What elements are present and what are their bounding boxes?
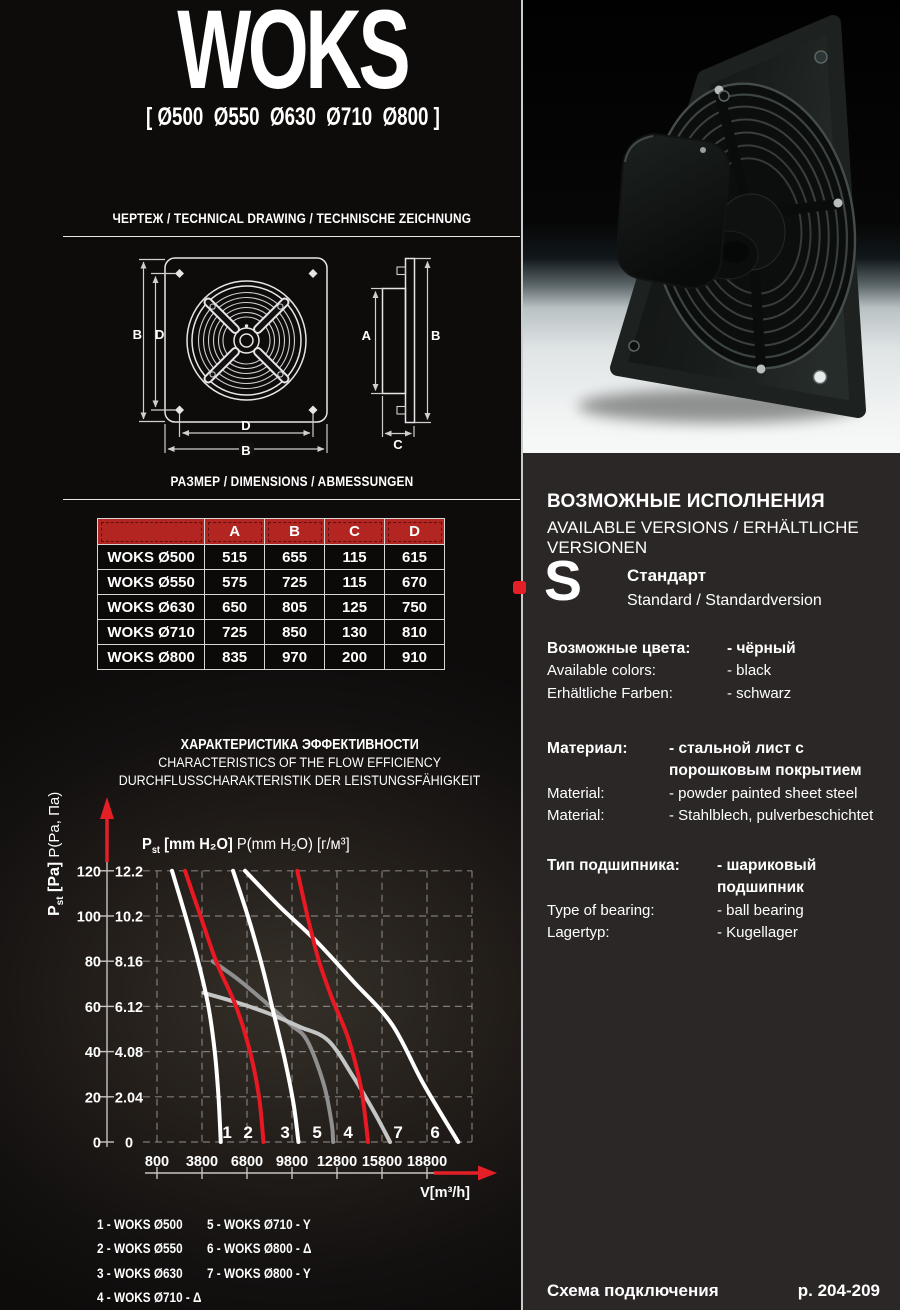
dimensions-section-heading (63, 473, 520, 500)
legend-item: 7 - WOKS Ø800 - Y (207, 1264, 311, 1281)
bolt-hole-icon (175, 269, 184, 278)
table-row (98, 645, 445, 670)
model-cell: WOKS Ø630 (98, 595, 205, 620)
value-cell: 725 (205, 620, 265, 645)
dim-label-front-bottom-outer: B (241, 443, 251, 458)
model-cell: WOKS Ø500 (98, 545, 205, 570)
spec-label: Lagertyp: (547, 924, 610, 942)
spec-row (547, 900, 892, 922)
x-axis-arrow-icon (478, 1166, 497, 1181)
sizes-block (65, 103, 520, 132)
value-cell: 970 (265, 645, 325, 670)
spec-label: Тип подшипника: (547, 857, 680, 874)
y-axis-arrow-icon (100, 797, 114, 819)
table-row (98, 545, 445, 570)
spec-value: - стальной лист с порошковым покрытием (669, 740, 862, 780)
spec-value: - Kugellager (717, 924, 798, 942)
y-tick-mm: 6.12 (114, 999, 144, 1016)
table-row (98, 570, 445, 595)
strut-bolt-icon (834, 199, 843, 208)
side-view-drawing (362, 259, 441, 453)
value-cell: 125 (325, 595, 385, 620)
curve-label-2: 2 (243, 1123, 253, 1142)
spec-row (547, 922, 892, 944)
spec-row (547, 638, 892, 660)
spec-block-material (547, 738, 892, 828)
x-axis-label: V[m³/h] (420, 1185, 470, 1201)
legend-item: 5 - WOKS Ø710 - Y (207, 1216, 311, 1232)
curve-label-1: 1 (222, 1123, 232, 1142)
value-cell: 575 (205, 570, 265, 595)
spec-row (547, 683, 892, 705)
chart-subtitle-en: CHARACTERISTICS OF THE FLOW EFFICIENCY (158, 755, 442, 770)
dimensions-section-heading-text: РАЗМЕР / DIMENSIONS / ABMESSUNGEN (170, 474, 413, 489)
page-reference: p. 204-209 (797, 1281, 880, 1300)
version-name-int: Standard / Standardversion (627, 592, 822, 609)
versions-heading-int: AVAILABLE VERSIONS / ERHÄLTLICHE VERSIONEN (547, 518, 859, 557)
grille-rings (187, 281, 306, 400)
spec-label: Возможные цвета: (547, 640, 691, 657)
x-tick: 12800 (316, 1154, 358, 1170)
spec-value: - чёрный (727, 640, 796, 657)
bolt-hole-icon (175, 406, 184, 415)
value-cell: 115 (325, 545, 385, 570)
wiring-diagram-label: Схема подключения (547, 1281, 719, 1300)
spec-value: - powder painted sheet steel (669, 784, 858, 802)
spec-value: - black (727, 662, 772, 680)
y-tick-pa: 60 (84, 999, 101, 1016)
spec-label: Available colors: (547, 662, 656, 680)
curve-label-3: 3 (280, 1123, 290, 1142)
spec-label: Материал: (547, 740, 628, 757)
guard-struts (208, 302, 284, 378)
dim-label-side-left: A (361, 328, 371, 343)
curve-4 (297, 871, 368, 1142)
version-name-ru: Стандарт (627, 566, 707, 585)
x-tick: 15800 (361, 1154, 403, 1170)
spec-row (547, 783, 892, 805)
y-tick-mm: 4.08 (114, 1045, 144, 1062)
legend-column-1 (97, 1212, 207, 1309)
hub-hole (240, 334, 253, 347)
value-cell: 670 (385, 570, 445, 595)
y-axis-label-unit: [Pa] (46, 861, 63, 897)
top-axis-label-p: P (142, 836, 152, 853)
title-block (65, 0, 520, 112)
y-axis-label-sub: st (55, 896, 67, 906)
value-cell: 115 (325, 570, 385, 595)
table-row (98, 620, 445, 645)
spec-label: Material: (547, 784, 605, 802)
fan-photo-illustration (523, 0, 900, 453)
top-axis-label-alt: P(mm H₂O) [г/м³] (232, 836, 350, 853)
page-title: WOKS (177, 0, 408, 112)
spec-row (547, 855, 892, 900)
model-cell: WOKS Ø710 (98, 620, 205, 645)
y-tick-mm: 2.04 (114, 1090, 144, 1107)
model-cell: WOKS Ø800 (98, 645, 205, 670)
legend-item: 4 - WOKS Ø710 - Δ (97, 1288, 202, 1305)
spec-row (547, 660, 892, 682)
model-cell: WOKS Ø550 (98, 570, 205, 595)
y-tick-mm: 8.16 (114, 954, 144, 971)
drawing-section-heading-text: ЧЕРТЕЖ / TECHNICAL DRAWING / TECHNISCHE ZEICHNUNG (112, 211, 471, 226)
y-tick-pa: 0 (92, 1135, 101, 1152)
plate-bolt-hole (719, 91, 729, 101)
dimensions-table-header-row (98, 519, 445, 545)
spec-value: - ball bearing (717, 901, 804, 919)
versions-panel (521, 453, 900, 1310)
value-cell: 615 (385, 545, 445, 570)
x-tick: 18800 (406, 1154, 448, 1170)
side-dimension-lines (371, 259, 431, 438)
value-cell: 910 (385, 645, 445, 670)
legend-item: 3 - WOKS Ø630 (97, 1264, 183, 1281)
dim-label-front-left-inner: D (155, 327, 165, 342)
bolt-hole-icon (309, 406, 318, 415)
versions-heading-ru: ВОЗМОЖНЫЕ ИСПОЛНЕНИЯ (547, 491, 825, 512)
dim-label-front-left-outer: B (132, 327, 142, 342)
column-header-A: A (205, 519, 265, 545)
right-column (521, 0, 900, 1310)
x-tick: 9800 (275, 1154, 309, 1170)
top-axis-label-unit: [mm H₂O] (160, 836, 233, 853)
y-tick-pa: 80 (84, 954, 101, 971)
dimensions-table (97, 518, 445, 670)
curve-label-5: 5 (312, 1123, 322, 1142)
y-tick-mm: 10.2 (114, 909, 144, 926)
plate-bolt-hole (814, 371, 827, 384)
version-letter: S (544, 549, 583, 613)
value-cell: 835 (205, 645, 265, 670)
value-cell: 130 (325, 620, 385, 645)
plate-bolt-hole (629, 341, 639, 351)
hub-dot (245, 324, 248, 327)
bolt-hole-icon (309, 269, 318, 278)
chart-title: ХАРАКТЕРИСТИКА ЭФФЕКТИВНОСТИ (180, 736, 420, 753)
size-list: [ Ø500 Ø550 Ø630 Ø710 Ø800 ] (145, 103, 440, 131)
motor-housing (617, 134, 729, 288)
motor-cap (721, 241, 749, 263)
y-axis-label-alt: P(Pa, Па) (46, 791, 63, 862)
version-names (627, 566, 822, 610)
hub-ring (234, 328, 259, 353)
y-tick-pa: 40 (84, 1045, 101, 1062)
spec-label: Material: (547, 807, 605, 825)
spec-value: - Stahlblech, pulverbeschichtet (669, 807, 874, 825)
y-axis-label-p: P (46, 905, 63, 916)
value-cell: 655 (265, 545, 325, 570)
drawing-section-heading (63, 210, 520, 237)
value-cell: 650 (205, 595, 265, 620)
legend-column-2 (207, 1212, 317, 1309)
chart-subtitle-de: DURCHFLUSSCHARAKTERISTIK DER LEISTUNGSFÄHIGKEIT (119, 773, 481, 788)
spec-row (547, 805, 892, 827)
housing-bolt-icon (700, 147, 706, 153)
front-view-drawing (133, 258, 327, 458)
value-cell: 850 (265, 620, 325, 645)
legend-item: 2 - WOKS Ø550 (97, 1240, 183, 1257)
x-tick: 800 (144, 1154, 170, 1170)
spec-block-bearing (547, 855, 892, 945)
column-header-D: D (385, 519, 445, 545)
legend-item: 1 - WOKS Ø500 (97, 1216, 183, 1232)
flow-efficiency-chart (0, 775, 521, 1215)
legend-item: 6 - WOKS Ø800 - Δ (207, 1240, 312, 1257)
y-tick-pa: 100 (76, 909, 101, 926)
curve-label-6: 6 (430, 1123, 440, 1142)
value-cell: 200 (325, 645, 385, 670)
curve-legend (97, 1212, 317, 1309)
strut-bolt-icon (757, 365, 766, 374)
spec-row (547, 738, 892, 783)
panel-footer (547, 1281, 880, 1301)
value-cell: 750 (385, 595, 445, 620)
spec-block-colors (547, 638, 892, 705)
y-tick-pa: 120 (76, 864, 101, 881)
version-bullet-icon (513, 581, 526, 594)
table-row (98, 595, 445, 620)
top-axis-label-sub: st (151, 845, 161, 857)
column-header-B: B (265, 519, 325, 545)
plate-bolt-hole (815, 51, 827, 63)
value-cell: 725 (265, 570, 325, 595)
technical-drawing (0, 245, 521, 473)
spec-value: - schwarz (727, 684, 792, 702)
curve-label-7: 7 (393, 1123, 403, 1142)
value-cell: 805 (265, 595, 325, 620)
x-tick: 6800 (230, 1154, 264, 1170)
column-header-C: C (325, 519, 385, 545)
value-cell: 810 (385, 620, 445, 645)
y-tick-mm: 0 (124, 1135, 134, 1152)
dim-label-front-bottom-inner: D (241, 418, 251, 433)
product-photo (521, 0, 900, 453)
curve-label-4: 4 (343, 1123, 353, 1142)
spec-value: - шариковый подшипник (717, 857, 817, 897)
spec-label: Type of bearing: (547, 901, 655, 919)
table-corner-cell (98, 519, 205, 545)
y-tick-pa: 20 (84, 1090, 101, 1107)
y-tick-mm: 12.2 (114, 864, 144, 881)
spec-label: Erhältliche Farben: (547, 684, 673, 702)
x-tick: 3800 (185, 1154, 219, 1170)
value-cell: 515 (205, 545, 265, 570)
dim-label-side-right: B (431, 328, 441, 343)
dim-label-side-bottom: C (393, 437, 403, 452)
